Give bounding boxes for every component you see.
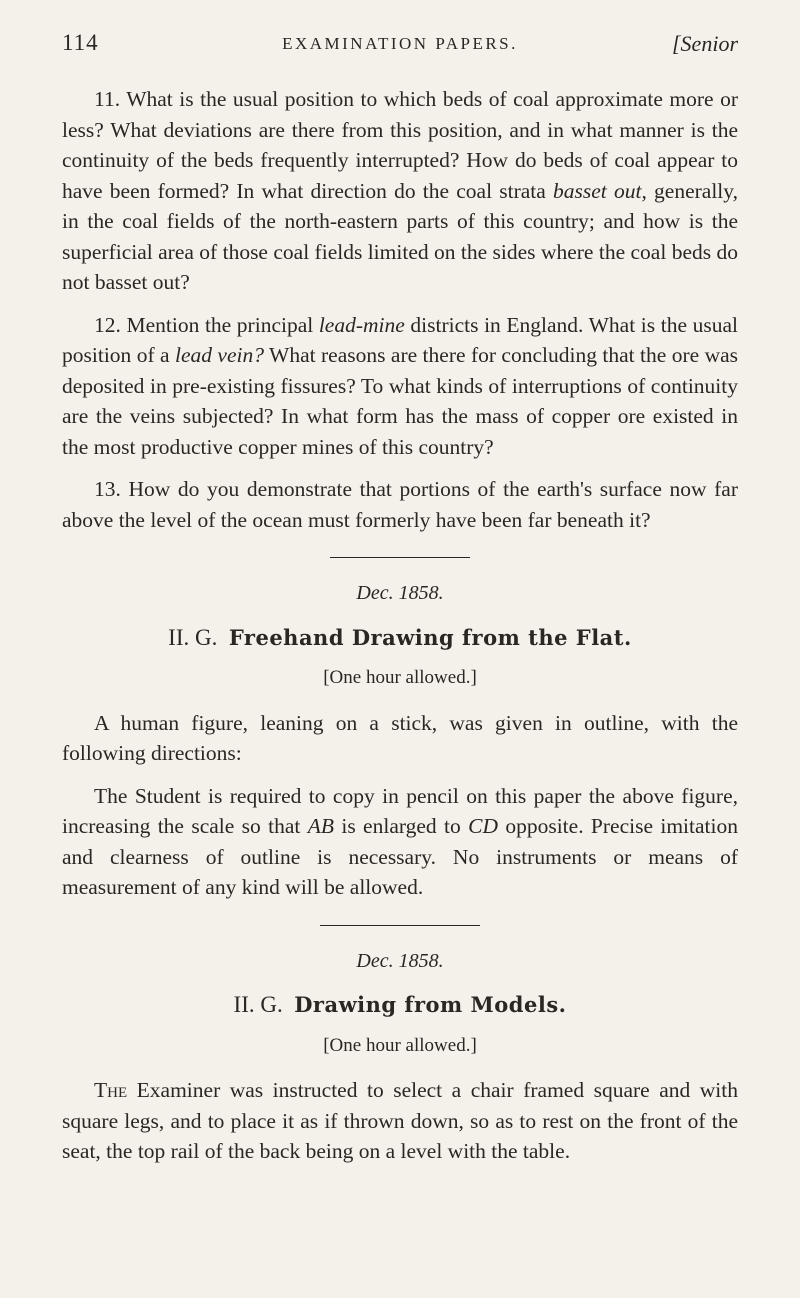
section-body-text: Examiner was instructed to select a chair framed square and with square legs, and to place it as if thrown down, so as to rest on the front of the seat, the top rail of the back being on a level with the table. (62, 1078, 738, 1163)
question-text: What reasons are there for concluding that the ore was deposited in pre-existing fissures? To what kinds of interruptions of continuity are the veins subjected? In what form has the mass of copper ore existed in the most productive copper mines of this country? (62, 343, 739, 459)
instructions-text: opposite. Precise imitation and clearness of outline is necessary. No instruments or means of measurement of any kind will be allowed. (62, 814, 738, 899)
section-date: Dec. 1858. (356, 582, 444, 604)
time-allowed: [One hour allowed.] (323, 1034, 477, 1056)
section-label-text: [Senior (672, 31, 738, 56)
question-text: districts in England. What is the usual position of a (62, 312, 738, 367)
section-intro: A human figure, leaning on a stick, was given in outline, with the following directions: (62, 710, 738, 765)
section-instructions (62, 781, 738, 903)
section-date: Dec. 1858. (356, 949, 444, 972)
question-number: 12. (94, 312, 121, 337)
section-body (62, 1075, 738, 1167)
time-allowed: [One hour allowed.] (323, 667, 477, 688)
question-italic: lead vein? (175, 343, 264, 367)
section-prefix: II. G. (168, 624, 218, 650)
question-text: , generally, in the coal fields of the north-eastern parts of this country; and how is the superficial area of those coal fields limited on the sides where the coal beds do not basset out? (62, 178, 738, 294)
question-13 (62, 474, 738, 535)
divider (330, 557, 470, 558)
section-title: Freehand Drawing from the Flat. (228, 624, 632, 650)
label-ab: AB (307, 814, 334, 838)
page-body (62, 84, 738, 1179)
lead-word: The (94, 1078, 128, 1102)
divider (320, 925, 480, 926)
page-number: 114 (62, 30, 99, 55)
question-italic: basset out (553, 178, 642, 203)
section-heading (62, 623, 738, 654)
page-header (62, 30, 738, 64)
question-text: How do you demonstrate that portions of the earth's surface now far above the level of the ocean must formerly have been far beneath it? (62, 477, 738, 532)
label-cd: CD (468, 814, 498, 838)
section-label (672, 31, 738, 57)
question-12 (62, 310, 738, 463)
section-heading (62, 990, 738, 1021)
question-number: 13. (94, 477, 121, 501)
running-title: EXAMINATION PAPERS. (282, 34, 518, 53)
section-prefix: II. G. (233, 992, 283, 1017)
question-11 (62, 84, 738, 298)
question-italic: lead-mine (318, 312, 405, 337)
instructions-text: is enlarged to (334, 814, 469, 838)
section-title: Drawing from Models. (294, 992, 567, 1017)
question-text: Mention the principal (126, 312, 319, 337)
question-text: What is the usual position to which beds of coal approximate more or less? What deviations are there from this position, and in what manner is the continuity of the beds frequently interrupted? How do beds of coal appear to have been formed? In what direction do the coal strata (62, 87, 738, 203)
question-number: 11. (94, 87, 121, 111)
instructions-text: The Student is required to copy in pencil on this paper the above figure, increasing the scale so that (62, 783, 738, 838)
